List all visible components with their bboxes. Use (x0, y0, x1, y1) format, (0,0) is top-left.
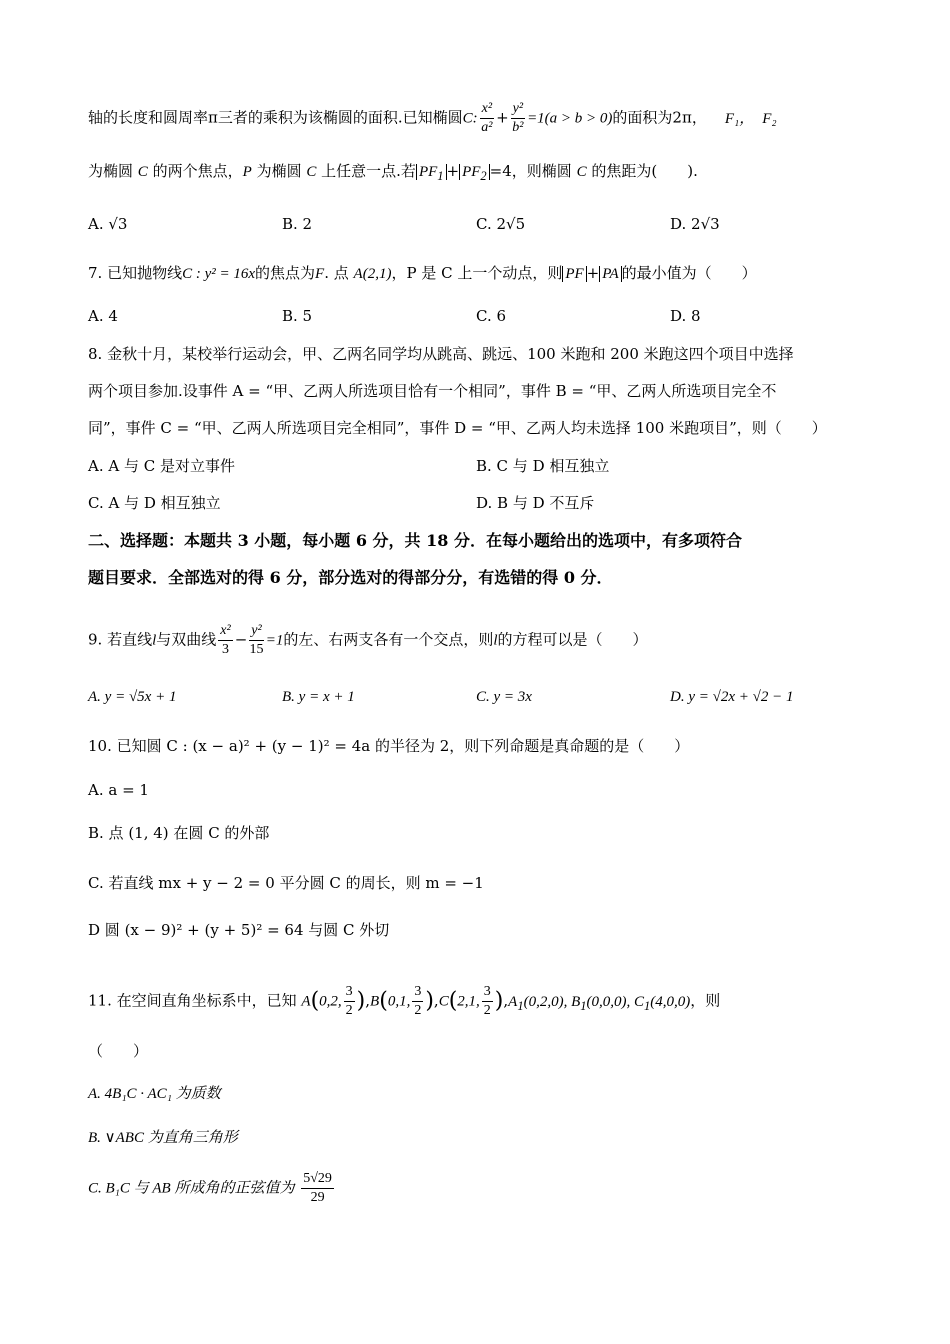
q10-option-b[interactable]: B. 点 (1, 4) 在圆 C 的外部 (88, 824, 270, 842)
q6-option-d[interactable]: D. 2√3 (670, 215, 720, 233)
q11-stem: 11. 在空间直角坐标系中，已知 A(0,2, $\frac{3}{2}$ ),B(0,1, $\frac{3}{2}$ ),C(2,1, $\frac{3}{2}$ )$,A_1(0,2,0)$, $B_1(0,0,0)$, $C_1(4,0,0)$，则 (88, 984, 721, 1018)
section2-heading-line1: 二、选择题：本题共 3 小题，每小题 6 分，共 18 分．在每小题给出的选项中，有多项符合 (88, 531, 742, 550)
q7-option-c[interactable]: C. 6 (476, 307, 507, 325)
q6-option-b[interactable]: B. 2 (282, 215, 313, 233)
q7-option-a[interactable]: A. 4 (88, 307, 118, 325)
q7-option-b[interactable]: B. 5 (282, 307, 313, 325)
q11-option-c[interactable]: C. B₁C 与 AB 所成角的正弦值为 $\frac{5√29}{29}$ (88, 1171, 332, 1205)
q9-option-c[interactable]: C. y = 3x (476, 689, 532, 705)
q6-option-c[interactable]: C. 2√5 (476, 215, 526, 233)
q6-line1: 轴的长度和圆周率π三者的乘积为该椭圆的面积.已知椭圆C: $\frac{\text{x²}}{\text{a²}}$ + $\frac{\text{y²}}{\text{b²}}$ =1(a > b > 0)的面积为2π， F₁， F₂ (88, 101, 777, 135)
q10-option-d[interactable]: D 圆 (x − 9)² + (y + 5)² = 64 与圆 C 外切 (88, 921, 390, 939)
q8-option-c[interactable]: C. A 与 D 相互独立 (88, 494, 221, 512)
q8-line1: 8. 金秋十月，某校举行运动会，甲、乙两名同学均从跳高、跳远、100 米跑和 200 米跑这四个项目中选择 (88, 345, 794, 363)
q10-option-c[interactable]: C. 若直线 mx + y − 2 = 0 平分圆 C 的周长，则 m = −1 (88, 874, 484, 892)
q6-option-a[interactable]: A. √3 (88, 215, 128, 233)
section2-heading-line2: 题目要求．全部选对的得 6 分，部分选对的得部分分，有选错的得 0 分． (88, 568, 613, 587)
q10-stem: 10. 已知圆 C : (x − a)² + (y − 1)² = 4a 的半径为 2，则下列命题是真命题的是（ ） (88, 737, 690, 755)
q9-option-a[interactable]: A. y = √5x + 1 (88, 689, 177, 705)
q11-option-b[interactable]: B. ∨ABC 为直角三角形 (88, 1130, 238, 1146)
q6-line2: 为椭圆 C 的两个焦点，P 为椭圆 C 上任意一点.若 $PF_1 + PF_2 =4$，则椭圆 C 的焦距为( ). (88, 162, 698, 183)
q7-option-d[interactable]: D. 8 (670, 307, 701, 325)
q7-stem: 7. 已知抛物线C : y² = 16x的焦点为F. 点 A(2,1)，P 是 C 上一个动点，则 PF + PA 的最小值为（ ） (88, 264, 757, 282)
q8-option-d[interactable]: D. B 与 D 不互斥 (476, 494, 595, 512)
q8-line3: 同”，事件 C = “甲、乙两人所选项目完全相同”，事件 D = “甲、乙两人均未选择 100 米跑项目”，则（ ） (88, 419, 827, 437)
q9-option-d[interactable]: D. y = √2x + √2 − 1 (670, 689, 794, 705)
q11-option-a[interactable]: A. 4B₁C · AC₁ 为质数 (88, 1086, 221, 1102)
q10-option-a[interactable]: A. a = 1 (88, 781, 149, 799)
q8-option-a[interactable]: A. A 与 C 是对立事件 (88, 457, 235, 475)
q11-paren: （ ） (88, 1042, 149, 1060)
q9-option-b[interactable]: B. y = x + 1 (282, 689, 355, 705)
q9-stem: 9. 若直线l与双曲线 $\frac{\text{x²}}{3}$ − $\frac{\text{y²}}{15}$ =1的左、右两支各有一个交点，则l的方程可以是（ ） (88, 623, 648, 657)
q8-line2: 两个项目参加.设事件 A = “甲、乙两人所选项目恰有一个相同”，事件 B = “甲、乙两人所选项目完全不 (88, 382, 777, 400)
q8-option-b[interactable]: B. C 与 D 相互独立 (476, 457, 610, 475)
